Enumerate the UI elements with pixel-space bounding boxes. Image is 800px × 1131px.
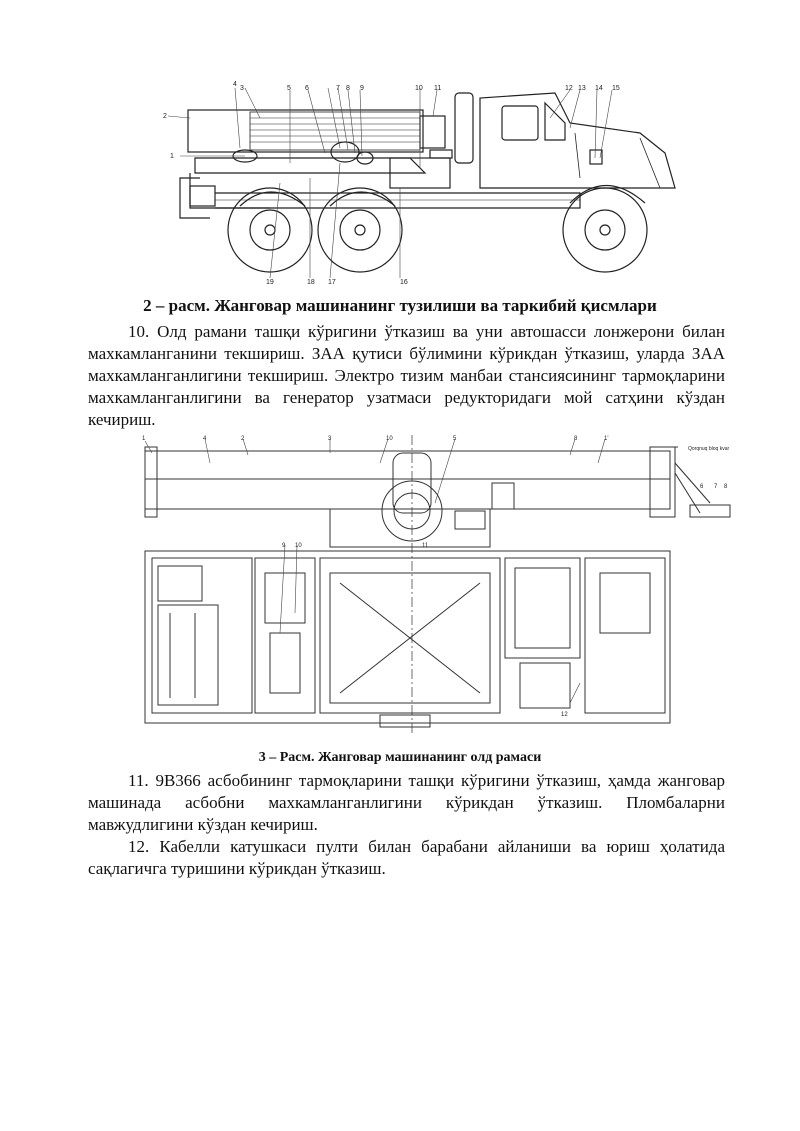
callout: 7 xyxy=(714,484,718,490)
callout: 15 xyxy=(612,85,620,92)
callout: 12 xyxy=(561,712,568,718)
callout: 19 xyxy=(266,279,274,286)
callout: 1' xyxy=(604,436,609,442)
callout: 2 xyxy=(241,436,245,442)
callout: 13 xyxy=(578,85,586,92)
callout: 12 xyxy=(565,85,573,92)
callout: 16 xyxy=(400,279,408,286)
figure-2-caption: 2 – расм. Жанговар машинанинг тузилиши ва таркибий қисмлари xyxy=(143,296,657,315)
figure-3-caption: 3 – Расм. Жанговар машинанинг олд рамаси xyxy=(258,750,542,765)
callout: 5 xyxy=(453,436,457,442)
callout: 6 xyxy=(305,85,309,92)
callout: 7 xyxy=(336,85,340,92)
callout: 4 xyxy=(233,81,237,88)
callout: 2 xyxy=(163,113,167,120)
callout: 4 xyxy=(203,436,207,442)
callout: 6 xyxy=(700,484,704,490)
callout: 3 xyxy=(328,436,332,442)
callout: 8 xyxy=(724,484,728,490)
callout: 10 xyxy=(295,543,302,549)
callout: 1 xyxy=(170,153,174,160)
callout: 14 xyxy=(595,85,603,92)
callout: 3 xyxy=(240,85,244,92)
callout: 9 xyxy=(360,85,364,92)
paragraph-11: 11. 9В366 асбобининг тармоқларини ташқи кўригини ўтказиш, ҳамда жанговар машинада асбобни махкамланганлигини кўрикдан ўтказиш. Пломбаларни мавжудлигини кўздан кечириш. xyxy=(88,771,725,834)
paragraph-10: 10. Олд рамани ташқи кўригини ўтказиш ва уни автошасси лонжерони билан махкамланганини текшириш. ЗАА қутиси бўлимини кўрикдан ўтказиш, уларда ЗАА махкамланганлигини текшириш. Электро тизим манбаи стансиясининг тармоқларини махкамланганлигини ва генератор узатмаси редукторидаги мой сатҳини кўздан кечириш. xyxy=(88,322,725,429)
side-label: Qorqnuq bloq kvar xyxy=(688,446,730,452)
callout: 18 xyxy=(307,279,315,286)
callout: 9 xyxy=(282,543,286,549)
callout: 10 xyxy=(386,436,393,442)
callout: 17 xyxy=(328,279,336,286)
callout: 11 xyxy=(422,543,429,549)
callout: 5 xyxy=(287,85,291,92)
callout: 8 xyxy=(574,436,578,442)
callout: 8 xyxy=(346,85,350,92)
callout: 1 xyxy=(142,436,146,442)
paragraph-12: 12. Кабелли катушкаси пулти билан барабани айланиши ва юриш ҳолатида сақлагичга туришини кўрикдан ўтказиш. xyxy=(88,837,725,878)
callout: 10 xyxy=(415,85,423,92)
callout: 11 xyxy=(434,85,442,92)
